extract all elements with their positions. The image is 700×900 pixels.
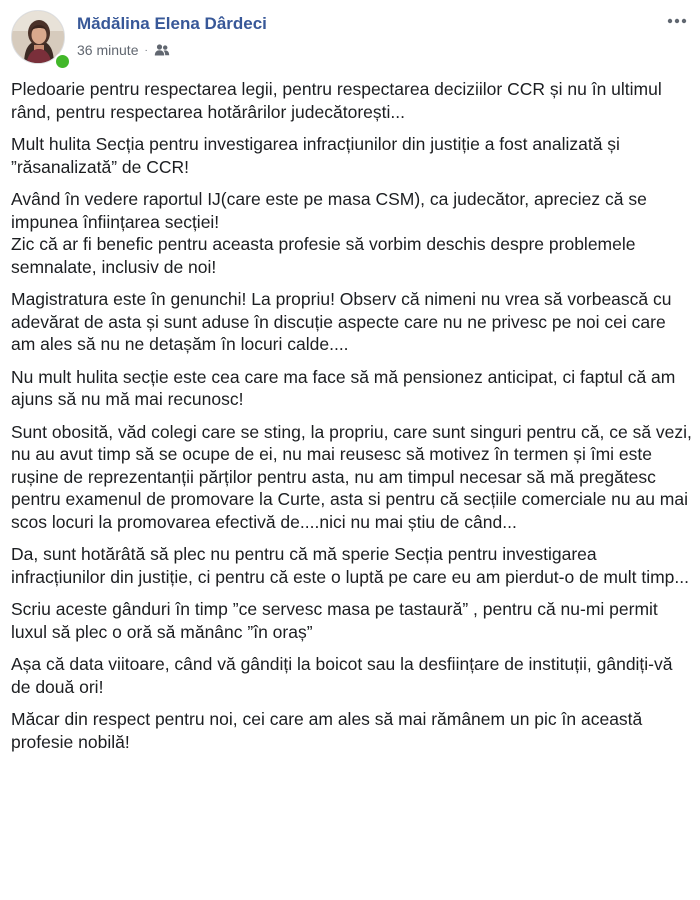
post-paragraph: Măcar din respect pentru noi, cei care am ales să mai rămânem un pic în această profesie nobilă! [11, 709, 643, 752]
post-paragraph: Scriu aceste gânduri în timp ”ce servesc masa pe tastaură” , pentru că nu-mi permit luxul să plec o oră să mănânc ”în oraș” [11, 599, 658, 642]
meta-separator: · [144, 44, 148, 56]
friends-icon[interactable] [154, 43, 170, 57]
post-header [11, 10, 691, 66]
post-paragraph: Da, sunt hotărâtă să plec nu pentru că mă sperie Secția pentru investigarea infracțiunilor din justiție, ci pentru că este o luptă pe care eu am pierdut-o de mult timp... [11, 544, 689, 587]
post-timestamp[interactable]: 36 minute [77, 42, 139, 58]
post-paragraph: Mult hulita Secția pentru investigarea infracțiunilor din justiție a fost analizată și ”răsanalizată” de CCR! [11, 134, 620, 177]
post-meta [77, 41, 170, 59]
post-paragraph: Magistratura este în genunchi! La propriu! Observ că nimeni nu vrea să vorbească cu adevărat de asta și sunt aduse în discuție aspecte care nu ne privesc pe noi cei care am ales să nu ne detașăm în locuri calde.... [11, 289, 672, 354]
post-paragraph: Având în vedere raportul IJ(care este pe masa CSM), ca judecător, apreciez că se impunea înființarea secției! Zic că ar fi benefic pentru aceasta profesie să vorbim deschis despre problemele semnalate, inclusiv de noi! [11, 189, 647, 277]
post-paragraph: Așa că data viitoare, când vă gândiți la boicot sau la desființare de instituții, gândiți-vă de două ori! [11, 654, 673, 697]
online-status-dot [54, 53, 71, 70]
post-paragraph: Nu mult hulita secție este cea care ma face să mă pensionez anticipat, ci faptul că am ajuns să nu mă mai recunosc! [11, 366, 676, 409]
author-name[interactable]: Mădălina Elena Dârdeci [77, 14, 267, 33]
post-paragraph: Pledoarie pentru respectarea legii, pentru respectarea deciziilor CCR și nu în ultimul rând, pentru respectarea hotărârilor judecătorești... [11, 79, 662, 122]
author-avatar-container[interactable] [11, 10, 67, 66]
post-body [11, 78, 693, 763]
more-options-icon[interactable] [665, 12, 689, 30]
post-paragraph: Sunt obosită, văd colegi care se sting, la propriu, care sunt singuri pentru că, ce să vezi, nu au avut timp să se ocupe de ei, nu mai reusesc să motivez în termen și îmi este rușine de reprezentanții părților pentru asta, nu am timpul necesar să mă pregătesc pentru examenul de promovare la Curte, asta si pentru că secțiile comerciale nu au mai scos locuri la promovarea efectivă de....nici nu mai știu de când... [11, 421, 692, 532]
